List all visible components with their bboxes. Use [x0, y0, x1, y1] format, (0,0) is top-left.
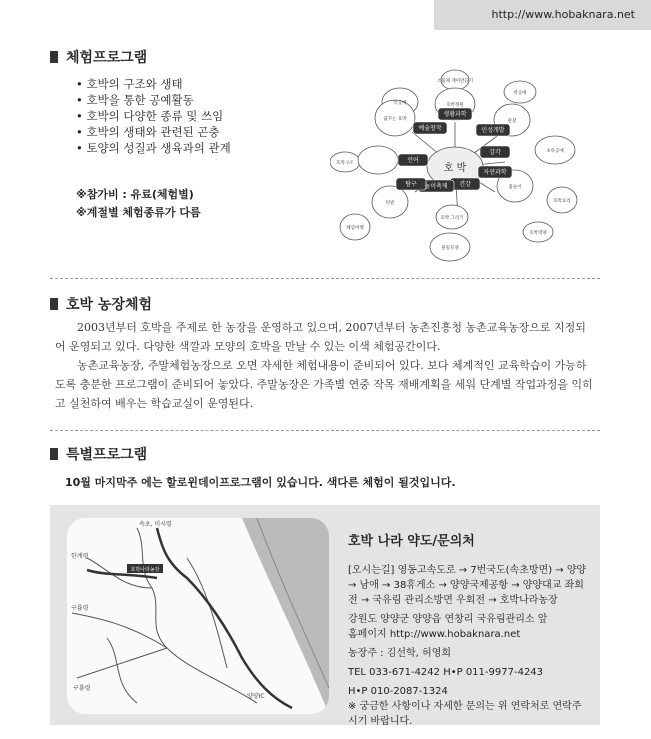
diagram-center: 호 박: [443, 163, 467, 174]
map-label: 구룡령: [73, 685, 91, 692]
header-bar: [0, 0, 651, 30]
diagram-node: 예술창작: [418, 125, 442, 132]
diagram-leaf: 풀잎모양: [441, 246, 459, 251]
diagram-leaf: 호박정원: [446, 103, 464, 108]
diagram-leaf: 호박요리: [553, 199, 571, 204]
contact-panel: [348, 530, 588, 729]
diagram-leaf: 초록공예: [546, 149, 564, 154]
square-bullet-icon: [50, 298, 58, 310]
diagram-leaf: 체험여행: [346, 226, 364, 231]
address: 강원도 양양군 양양읍 연창리 국유림관리소 앞: [348, 614, 548, 625]
diagram-leaf: 호박영양: [529, 231, 547, 236]
farm-location-label: 호박나라농장: [130, 567, 160, 573]
square-bullet-icon: [50, 448, 58, 460]
map-label: 속초, 미시령: [139, 521, 172, 528]
program-list: [76, 76, 231, 156]
list-item: • 호박의 생태와 관련된 곤충: [76, 124, 231, 140]
site-url[interactable]: http://www.hobaknara.net: [491, 8, 635, 21]
special-section-title: 특별프로그램: [50, 444, 147, 464]
diagram-node: 탐구: [405, 181, 417, 188]
diagram-leaf: 흙놀이: [508, 185, 522, 190]
diagram-leaf: 박공예: [513, 91, 527, 96]
diagram-leaf: 소품제 재미만들기: [436, 79, 474, 84]
divider: [50, 278, 600, 279]
diagram-node: 놀이축제: [424, 183, 448, 190]
list-item: • 호박의 구조와 생태: [76, 76, 231, 92]
diagram-leaf: 호박 그리기: [440, 216, 464, 221]
map-label: 양양IC: [247, 693, 265, 700]
diagram-node: 인성개발: [481, 127, 505, 134]
season-note: ※계절별 체험종류가 다름: [76, 206, 201, 219]
program-mindmap-diagram: [330, 62, 580, 272]
diagram-leaf: 관찰: [507, 119, 517, 124]
special-text: 10월 마지막주 에는 할로윈데이프로그램이 있습니다. 색다른 체험이 될것입니다.: [65, 476, 456, 489]
telephone: TEL 033-671-4242 H•P 011-9977-4243: [348, 667, 544, 678]
diagram-node: 자연과학: [483, 169, 507, 176]
list-item: • 호박을 통한 공예활동: [76, 92, 231, 108]
diagram-node: 생활과학: [443, 111, 467, 118]
farm-paragraph-1: 2003년부터 호박을 주제로 한 농장을 운영하고 있으며, 2007년부터 농촌진흥청 농촌교육농장으로 지정되어 운영되고 있다. 다양한 색깔과 모양의 호박을 만날 수 있는 이색 체험공간이다.: [55, 321, 586, 353]
list-item: • 토양의 성질과 생육과의 관계: [76, 140, 231, 156]
route-directions: [오시는길] 영동고속도로 → 7번국도(속초방면) → 양양 → 남애 → 38휴게소 → 양양국제공항 → 양양대교 좌회전 → 국유림 관리소방면 우회전 → 호박나라농장: [348, 565, 587, 606]
diagram-node: 감각: [489, 149, 501, 156]
divider: [50, 430, 600, 431]
map-label: 한계령: [71, 553, 89, 560]
route-map: [67, 518, 329, 714]
map-label: 구룡령: [71, 605, 89, 612]
farm-paragraph-2: 농촌교육농장, 주말체험농장으로 오면 자세한 체험내용이 준비되어 있다. 보다 체계적인 교육학습이 가능하도록 충분한 프로그램이 준비되어 놓았다. 주말농장은 가족별 연중 작목 재배계획을 세워 단계별 작업과정을 익히고 실천하여 배우는 학습교실이 운영된다.: [55, 359, 593, 410]
diagram-leaf: 악공예: [393, 101, 407, 106]
mobile: H•P 010-2087-1324: [348, 686, 448, 697]
fee-note: ※참가비 : 유료(체험별): [76, 188, 194, 201]
diagram-leaf: 호박구조: [336, 161, 354, 166]
homepage[interactable]: 홈페이지 http://www.hobaknara.net: [348, 629, 521, 640]
owner: 농장주 : 김선학, 허영희: [348, 648, 452, 659]
list-item: • 호박의 다양한 종류 및 쓰임: [76, 108, 231, 124]
square-bullet-icon: [50, 51, 58, 63]
diagram-leaf: 텃밭: [385, 201, 395, 206]
diagram-node: 언어: [407, 157, 419, 164]
contact-note: ※ 궁금한 사항이나 자세한 문의는 위 연락처로 연락주시기 바랍니다.: [348, 701, 582, 727]
diagram-node: 건강: [459, 181, 471, 188]
program-section-title: 체험프로그램: [50, 47, 147, 67]
diagram-leaf: 꿈꾸는 호박: [383, 117, 407, 122]
contact-title: 호박 나라 약도/문의처: [348, 534, 475, 549]
farm-section-title: 호박 농장체험: [50, 294, 152, 314]
